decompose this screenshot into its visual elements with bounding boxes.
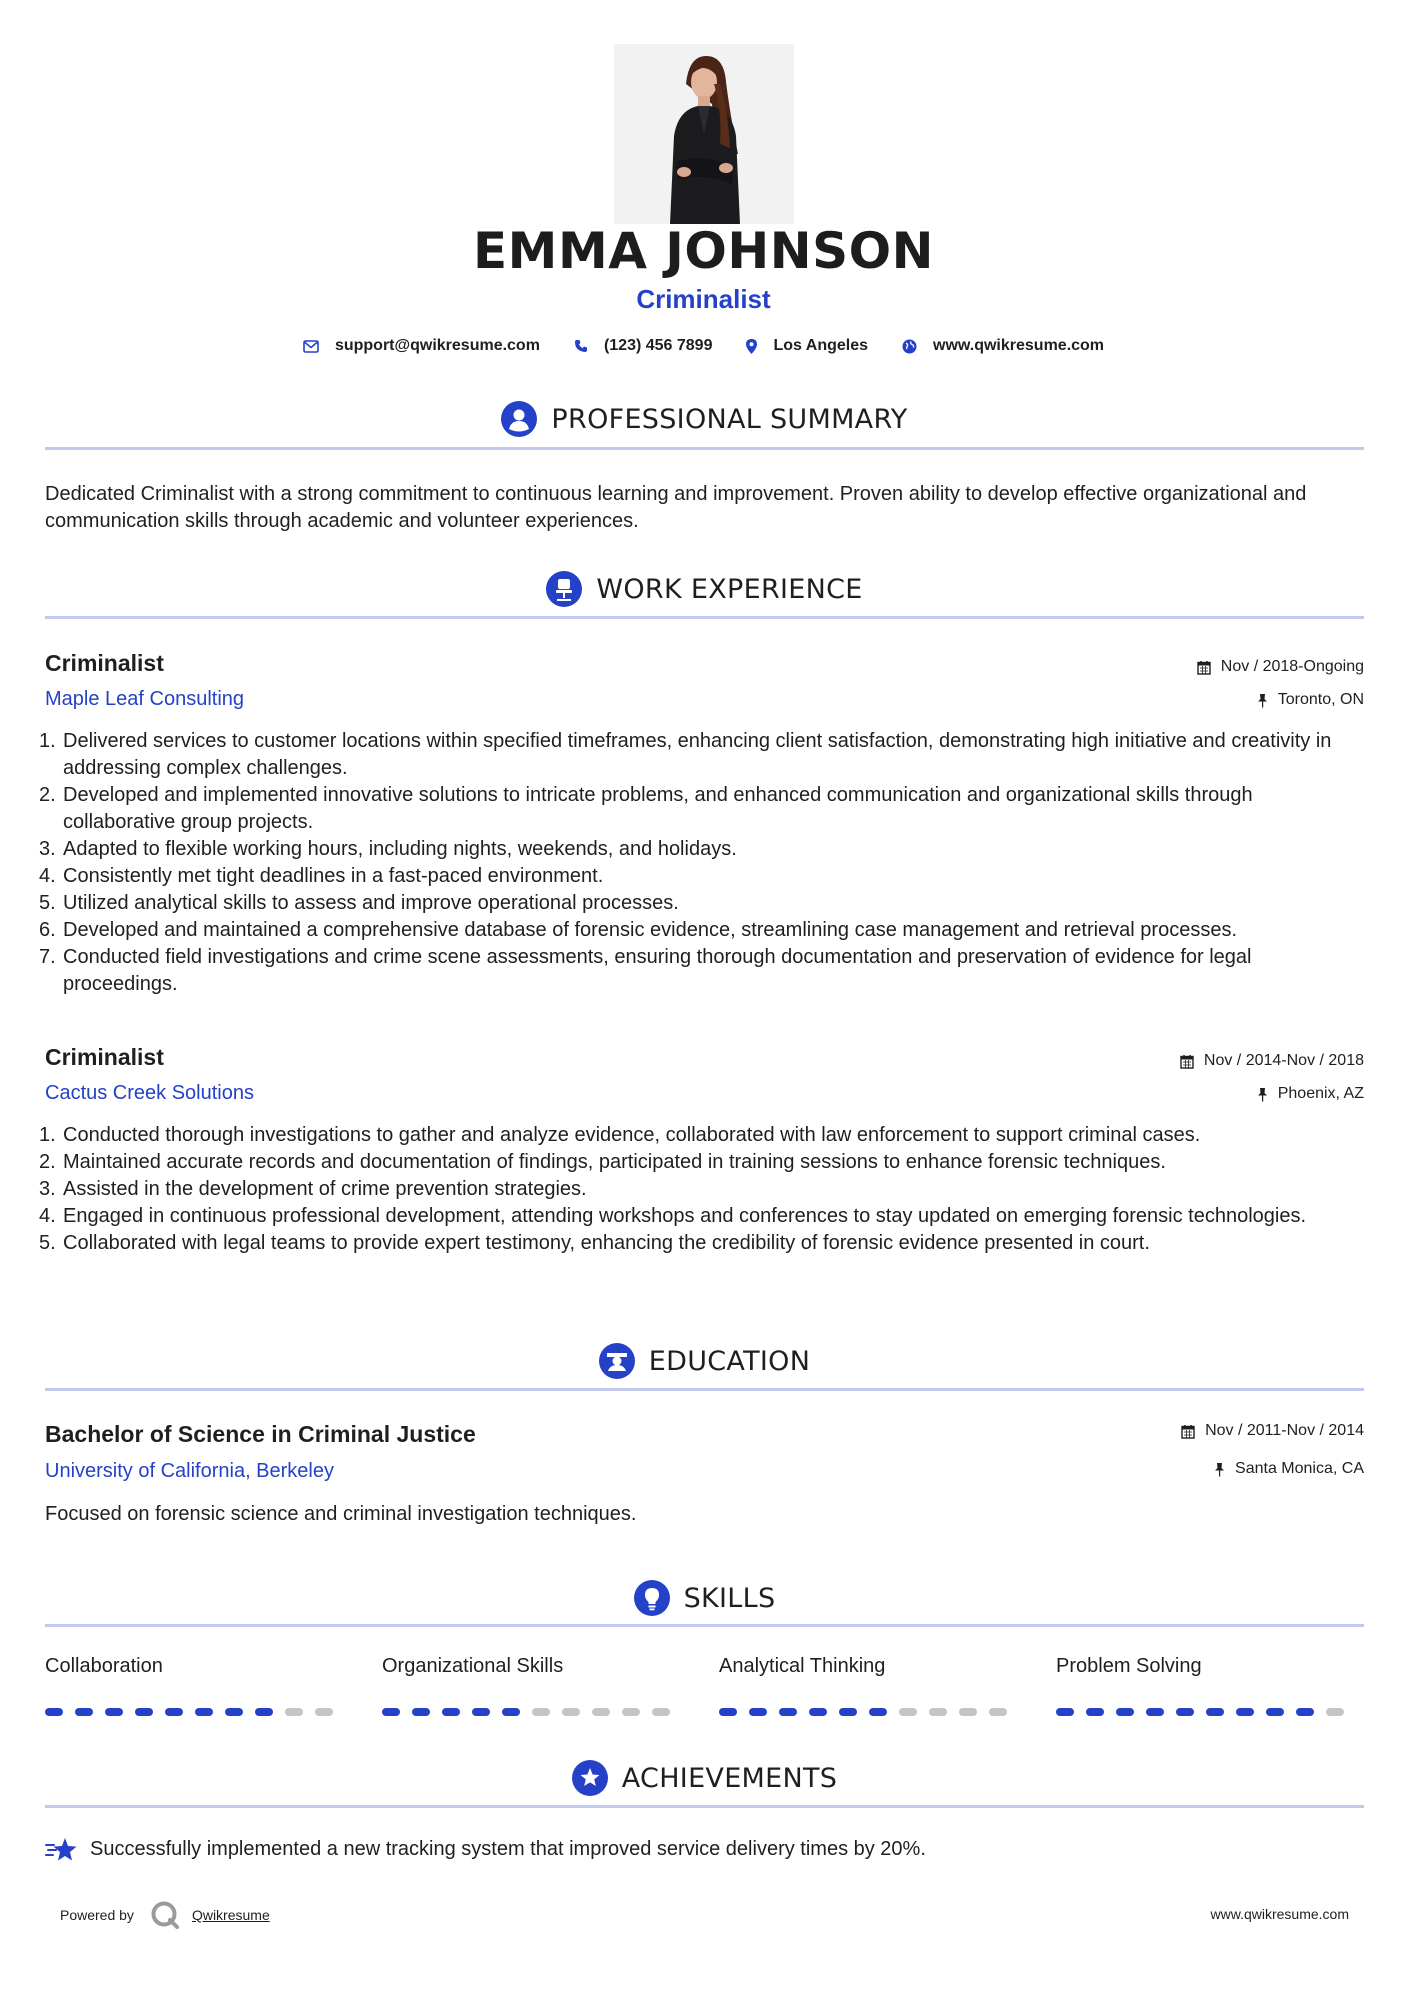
section-divider: [45, 447, 1364, 450]
rating-dot-empty: [929, 1708, 947, 1716]
list-item: 3. Adapted to flexible working hours, including nights, weekends, and holidays.: [39, 838, 737, 860]
contact-phone-text: (123) 456 7899: [603, 337, 713, 354]
achievement-item: [45, 1836, 926, 1862]
contact-email-text: support@qwikresume.com: [334, 337, 540, 354]
list-item: 4. Consistently met tight deadlines in a fast-paced environment.: [39, 865, 604, 887]
list-item: 2. Developed and implemented innovative solutions to intricate problems, and enhanced communication and organizational skills through collaborative group projects.: [39, 784, 1253, 833]
job-title: Criminalist: [45, 1044, 164, 1070]
rating-dot-filled: [1206, 1708, 1224, 1716]
education-school: University of California, Berkeley: [45, 1460, 334, 1482]
section-title-achievements: ACHIEVEMENTS: [621, 1762, 838, 1794]
lightbulb-icon: [634, 1580, 670, 1616]
education-location: [1214, 1460, 1364, 1478]
rating-dot-empty: [652, 1708, 670, 1716]
profile-photo: [614, 44, 794, 224]
list-item: 6. Developed and maintained a comprehensive database of forensic evidence, streamlining case management and retrieval processes.: [39, 919, 1238, 941]
rating-dot-empty: [622, 1708, 640, 1716]
section-title-skills: SKILLS: [683, 1582, 776, 1614]
education-dates-text: Nov / 2011-Nov / 2014: [1205, 1422, 1364, 1439]
skill-name: Organizational Skills: [382, 1655, 564, 1677]
contact-email[interactable]: [303, 337, 540, 355]
rating-dot-filled: [45, 1708, 63, 1716]
section-title-work: WORK EXPERIENCE: [596, 573, 863, 605]
section-header-work: [45, 571, 1364, 607]
rating-dot-filled: [749, 1708, 767, 1716]
contact-location-text: Los Angeles: [773, 337, 869, 354]
list-item: 2. Maintained accurate records and documentation of findings, participated in training sessions to enhance forensic techniques.: [39, 1151, 1166, 1173]
rating-dot-filled: [75, 1708, 93, 1716]
rating-dot-filled: [165, 1708, 183, 1716]
skill-item: [1056, 1655, 1356, 1716]
skill-item: [719, 1655, 1019, 1716]
rating-dot-filled: [869, 1708, 887, 1716]
list-item: 7. Conducted field investigations and crime scene assessments, ensuring thorough documentation and preservation of evidence for legal proceedings.: [39, 946, 1252, 995]
calendar-icon: [1197, 660, 1211, 675]
job-company: Maple Leaf Consulting: [45, 688, 245, 710]
rating-dot-filled: [1116, 1708, 1134, 1716]
section-divider: [45, 1805, 1364, 1808]
footer-powered-by: [60, 1900, 270, 1930]
list-item: 5. Collaborated with legal teams to provide expert testimony, enhancing the credibility of forensic evidence presented in court.: [39, 1232, 1150, 1254]
skill-rating: [1056, 1708, 1356, 1716]
skill-rating: [382, 1708, 682, 1716]
rating-dot-filled: [1146, 1708, 1164, 1716]
rating-dot-filled: [1176, 1708, 1194, 1716]
rating-dot-empty: [315, 1708, 333, 1716]
rating-dot-filled: [225, 1708, 243, 1716]
rating-dot-filled: [472, 1708, 490, 1716]
skill-name: Collaboration: [45, 1655, 163, 1677]
education-degree: Bachelor of Science in Criminal Justice: [45, 1421, 476, 1447]
rating-dot-empty: [562, 1708, 580, 1716]
list-item: 1. Conducted thorough investigations to gather and analyze evidence, collaborated with law enforcement to support criminal cases.: [39, 1124, 1201, 1146]
job-dates: [1197, 658, 1364, 676]
rating-dot-filled: [412, 1708, 430, 1716]
section-header-achievements: [45, 1760, 1364, 1796]
calendar-icon: [1181, 1424, 1195, 1439]
job-company: Cactus Creek Solutions: [45, 1082, 254, 1104]
education-dates: [1181, 1422, 1364, 1440]
job-location: [1257, 691, 1364, 709]
rating-dot-filled: [1056, 1708, 1074, 1716]
rating-dot-empty: [899, 1708, 917, 1716]
graduate-icon: [599, 1343, 635, 1379]
rating-dot-filled: [502, 1708, 520, 1716]
qwikresume-logo-icon: [150, 1900, 180, 1930]
rating-dot-filled: [105, 1708, 123, 1716]
job-dates: [1180, 1052, 1364, 1070]
section-divider: [45, 1388, 1364, 1391]
education-location-text: Santa Monica, CA: [1235, 1460, 1364, 1477]
rating-dot-filled: [809, 1708, 827, 1716]
candidate-role: Criminalist: [636, 284, 771, 314]
section-header-summary: [45, 401, 1364, 437]
job-bullet-list: [39, 728, 1364, 998]
rating-dot-filled: [442, 1708, 460, 1716]
footer-site-link[interactable]: www.qwikresume.com: [1210, 1906, 1349, 1922]
contact-website-text: www.qwikresume.com: [933, 337, 1105, 354]
list-item: 1. Delivered services to customer locations within specified timeframes, enhancing client satisfaction, demonstrating high initiative and creativity in addressing complex challenges.: [39, 730, 1332, 779]
job-title: Criminalist: [45, 650, 164, 676]
education-description: Focused on forensic science and criminal investigation techniques.: [45, 1503, 637, 1525]
user-icon: [501, 401, 537, 437]
star-badge-icon: [572, 1760, 608, 1796]
rating-dot-empty: [989, 1708, 1007, 1716]
section-header-skills: [45, 1580, 1364, 1616]
shooting-star-icon: [45, 1836, 78, 1862]
rating-dot-filled: [1086, 1708, 1104, 1716]
rating-dot-empty: [592, 1708, 610, 1716]
achievement-text: Successfully implemented a new tracking system that improved service delivery times by 20%.: [90, 1837, 926, 1860]
rating-dot-filled: [1296, 1708, 1314, 1716]
office-chair-icon: [546, 571, 582, 607]
rating-dot-filled: [255, 1708, 273, 1716]
job-bullet-list: [39, 1122, 1364, 1257]
section-header-education: [45, 1343, 1364, 1379]
rating-dot-filled: [1236, 1708, 1254, 1716]
list-item: 3. Assisted in the development of crime prevention strategies.: [39, 1178, 587, 1200]
candidate-name: EMMA JOHNSON: [473, 222, 934, 280]
map-pin-icon: [746, 339, 757, 354]
contact-website[interactable]: [902, 337, 1104, 355]
skill-item: [45, 1655, 345, 1716]
powered-by-label: Powered by: [60, 1907, 134, 1923]
rating-dot-empty: [959, 1708, 977, 1716]
rating-dot-filled: [382, 1708, 400, 1716]
skill-item: [382, 1655, 682, 1716]
pushpin-icon: [1257, 693, 1268, 708]
phone-icon: [574, 339, 588, 353]
rating-dot-filled: [135, 1708, 153, 1716]
rating-dot-filled: [719, 1708, 737, 1716]
skill-rating: [45, 1708, 345, 1716]
pushpin-icon: [1257, 1087, 1268, 1102]
rating-dot-filled: [1266, 1708, 1284, 1716]
summary-text: Dedicated Criminalist with a strong commitment to continuous learning and improvement. Proven ability to develop effective organizational and communication skills through academic and volunteer experiences.: [45, 483, 1307, 532]
skill-name: Analytical Thinking: [719, 1655, 886, 1677]
rating-dot-empty: [1326, 1708, 1344, 1716]
globe-icon: [902, 339, 917, 354]
contact-phone[interactable]: [574, 337, 713, 355]
job-location-text: Toronto, ON: [1277, 691, 1364, 708]
contact-bar: [0, 337, 1407, 355]
section-title-summary: PROFESSIONAL SUMMARY: [551, 403, 908, 435]
job-dates-text: Nov / 2014-Nov / 2018: [1203, 1052, 1364, 1069]
section-title-education: EDUCATION: [648, 1345, 811, 1377]
section-divider: [45, 1624, 1364, 1627]
rating-dot-filled: [195, 1708, 213, 1716]
rating-dot-empty: [285, 1708, 303, 1716]
rating-dot-empty: [532, 1708, 550, 1716]
job-dates-text: Nov / 2018-Ongoing: [1220, 658, 1364, 675]
list-item: 5. Utilized analytical skills to assess and improve operational processes.: [39, 892, 679, 914]
rating-dot-filled: [779, 1708, 797, 1716]
contact-location: [746, 337, 868, 355]
skill-name: Problem Solving: [1056, 1655, 1202, 1677]
qwikresume-link[interactable]: Qwikresume: [191, 1907, 270, 1923]
job-location-text: Phoenix, AZ: [1277, 1085, 1364, 1102]
job-location: [1257, 1085, 1364, 1103]
skill-rating: [719, 1708, 1019, 1716]
list-item: 4. Engaged in continuous professional development, attending workshops and conferences to stay updated on emerging forensic technologies.: [39, 1205, 1307, 1227]
rating-dot-filled: [839, 1708, 857, 1716]
section-divider: [45, 616, 1364, 619]
envelope-icon: [303, 340, 319, 353]
calendar-icon: [1180, 1054, 1194, 1069]
pushpin-icon: [1214, 1462, 1225, 1477]
